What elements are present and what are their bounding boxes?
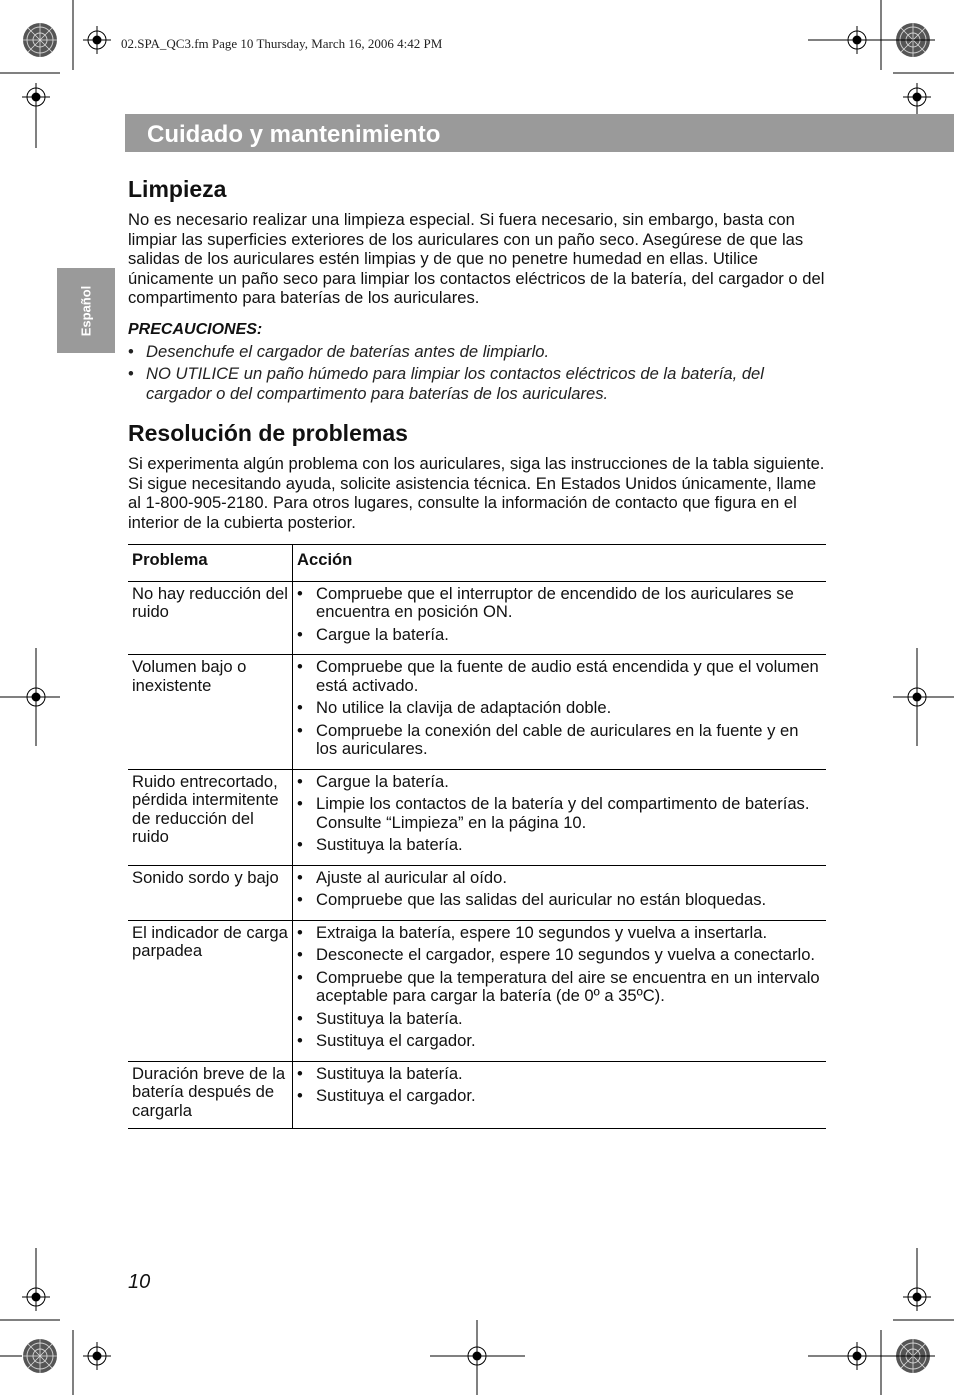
problem-cell: Volumen bajo o inexistente (128, 655, 293, 770)
table-row (128, 920, 826, 1061)
action-item: • Compruebe que la temperatura del aire se encuentra en un intervalo aceptable para cargar la batería (de 0º a 35ºC). (297, 969, 822, 1006)
action-cell (293, 581, 827, 655)
precaution-item: • Desenchufe el cargador de baterías antes de limpiarlo. (128, 342, 826, 362)
page-number: 10 (128, 1271, 151, 1293)
chapter-title-bar (125, 114, 954, 152)
header-action: Acción (293, 545, 827, 582)
precaution-item: • NO UTILICE un paño húmedo para limpiar los contactos eléctricos de la batería, del cargador o del compartimento para baterías de los auriculares. (128, 364, 826, 403)
limpieza-section (128, 176, 826, 403)
problem-cell: Duración breve de la batería después de cargarla (128, 1061, 293, 1129)
language-tab-label: Español (78, 285, 94, 336)
action-item: • Desconecte el cargador, espere 10 segundos y vuelva a conectarlo. (297, 946, 822, 965)
print-header: 02.SPA_QC3.fm Page 10 Thursday, March 16, 2006 4:42 PM (121, 36, 443, 51)
action-item: • No utilice la clavija de adaptación doble. (297, 699, 822, 718)
action-cell (293, 769, 827, 865)
action-item: • Sustituya la batería. (297, 836, 822, 855)
action-cell (293, 920, 827, 1061)
action-cell (293, 1061, 827, 1129)
action-cell (293, 655, 827, 770)
problem-cell: El indicador de carga parpadea (128, 920, 293, 1061)
action-cell (293, 865, 827, 920)
precautions-list (128, 342, 826, 404)
limpieza-paragraph: No es necesario realizar una limpieza especial. Si fuera necesario, sin embargo, basta con limpiar las superficies exteriores de los auriculares con un paño seco. Asegúrese de que las salidas de los auriculares estén limpias y de que no penetre humedad en ellas. Utilice únicamente un paño seco para limpiar los contactos eléctricos de la batería, del cargador o del compartimento para baterías de los auriculares. (128, 210, 825, 307)
action-item: • Compruebe que el interruptor de encendido de los auriculares se encuentra en posición ON. (297, 585, 822, 622)
action-item: • Compruebe que las salidas del auricular no están bloquedas. (297, 891, 822, 910)
precautions-title: PRECAUCIONES: (128, 320, 263, 338)
action-item: • Sustituya el cargador. (297, 1087, 822, 1106)
chapter-title: Cuidado y mantenimiento (147, 121, 441, 148)
action-item: • Ajuste al auricular al oído. (297, 869, 822, 888)
language-tab (57, 268, 115, 353)
troubleshooting-table (128, 544, 826, 1129)
table-row (128, 581, 826, 655)
action-item: • Sustituya el cargador. (297, 1032, 822, 1051)
action-item: • Cargue la batería. (297, 626, 822, 645)
action-list (297, 924, 822, 1051)
header-problem: Problema (128, 545, 293, 582)
table-row (128, 1061, 826, 1129)
action-item: • Limpie los contactos de la batería y del compartimento de baterías. Consulte “Limpieza” en la página 10. (297, 795, 822, 832)
main-content (128, 172, 826, 1129)
action-list (297, 658, 822, 759)
action-item: • Sustituya la batería. (297, 1010, 822, 1029)
problem-cell: Sonido sordo y bajo (128, 865, 293, 920)
table-row (128, 865, 826, 920)
action-list (297, 585, 822, 645)
action-item: • Compruebe que la fuente de audio está encendida y que el volumen está activado. (297, 658, 822, 695)
resolucion-section (128, 420, 826, 532)
table-row (128, 655, 826, 770)
action-list (297, 869, 822, 910)
action-item: • Extraiga la batería, espere 10 segundos y vuelva a insertarla. (297, 924, 822, 943)
resolucion-heading: Resolución de problemas (128, 420, 408, 446)
resolucion-paragraph: Si experimenta algún problema con los auriculares, siga las instrucciones de la tabla siguiente. Si sigue necesitando ayuda, solicite asistencia técnica. En Estados Unidos únicamente, llame al 1-800-905-2180. Para otros lugares, consulte la información de contacto que figura en el interior de la cubierta posterior. (128, 454, 825, 532)
limpieza-heading: Limpieza (128, 176, 227, 202)
action-list (297, 1065, 822, 1106)
action-list (297, 773, 822, 855)
action-item: • Compruebe la conexión del cable de auriculares en la fuente y en los auriculares. (297, 722, 822, 759)
problem-cell: Ruido entrecortado, pérdida intermitente de reducción del ruido (128, 769, 293, 865)
action-item: • Sustituya la batería. (297, 1065, 822, 1084)
action-item: • Cargue la batería. (297, 773, 822, 792)
table-header-row (128, 545, 826, 582)
problem-cell: No hay reducción del ruido (128, 581, 293, 655)
table-row (128, 769, 826, 865)
